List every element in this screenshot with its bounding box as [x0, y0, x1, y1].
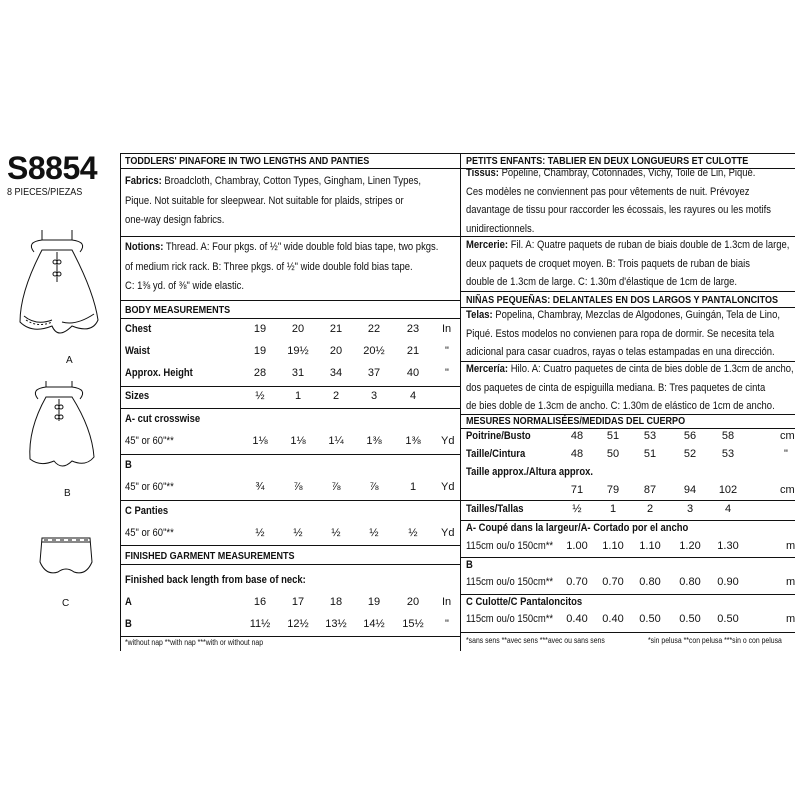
- metric-title: MESURES NORMALISÉES/MEDIDAS DEL CUERPO: [466, 415, 686, 427]
- fr-footnote: *sans sens **avec sens ***avec ou sans sens: [466, 636, 605, 645]
- rule: [120, 500, 460, 501]
- panties-c-illustration: [36, 532, 96, 587]
- rule: [120, 408, 460, 409]
- rule: [460, 520, 795, 521]
- rule: [120, 636, 460, 637]
- fr-notions: Mercerie: Fil. A: Quatre paquets de ruban de biais double de 1.3cm de large, deux paquets de croquet moyen. B: Trois paquets de ruban de biais double de 1.3cm de large. C: 1.30m d'élastique de 1cm de large.: [466, 239, 790, 288]
- rule: [460, 632, 795, 633]
- rule: [460, 594, 795, 595]
- es-notions: Mercería: Hilo. A: Cuatro paquetes de cinta de bies doble de 1.3cm de ancho, dos paquetes de cinta de espiguilla mediana. B: Tres paquetes de cinta de bies doble de 1.3cm de ancho. C: 1.30m de elástico de 1cm de ancho.: [466, 363, 794, 412]
- figure-label-b: B: [64, 488, 71, 499]
- rule: [460, 291, 795, 292]
- en-notions: Notions: Thread. A: Four pkgs. of ½" wide double fold bias tape, two pkgs. of medium rick rack. B: Three pkgs. of ½" wide double fold bias tape. C: 1⅜ yd. of ⅜" wide elastic.: [125, 241, 439, 293]
- rule: [120, 318, 460, 319]
- en-finished-title: FINISHED GARMENT MEASUREMENTS: [125, 550, 295, 562]
- left-divider: [120, 153, 121, 651]
- rule: [120, 564, 460, 565]
- pinafore-b-illustration: [22, 375, 102, 480]
- figure-label-a: A: [66, 355, 73, 366]
- top-rule: [120, 153, 795, 154]
- en-title: TODDLERS' PINAFORE IN TWO LENGTHS AND PANTIES: [125, 155, 370, 167]
- rule: [120, 168, 460, 169]
- fr-title: PETITS ENFANTS: TABLIER EN DEUX LONGUEURS ET CULOTTE: [466, 155, 749, 167]
- piece-count: 8 PIECES/PIEZAS: [7, 186, 83, 198]
- es-fabrics: Telas: Popelina, Chambray, Mezclas de Algodones, Guingán, Tela de Lino, Piqué. Estos modelos no convienen para ropa de dormir. Se necesita tela adicional para casar cuadros, rayas o telas estampadas en una dirección.: [466, 309, 780, 358]
- figure-label-c: C: [62, 598, 70, 609]
- rule: [120, 236, 460, 237]
- center-divider: [460, 153, 461, 651]
- en-fabrics: Fabrics: Broadcloth, Chambray, Cotton Types, Gingham, Linen Types, Pique. Not suitable for sleepwear. Not suitable for plaids, stripes or one-way design fabrics.: [125, 175, 422, 227]
- pattern-number: S8854: [7, 150, 98, 186]
- rule: [460, 428, 795, 429]
- rule: [120, 386, 460, 387]
- rule: [460, 557, 795, 558]
- es-title: NIÑAS PEQUEÑAS: DELANTALES EN DOS LARGOS Y PANTALONCITOS: [466, 294, 779, 306]
- rule: [120, 454, 460, 455]
- rule: [120, 545, 460, 546]
- es-footnote: *sin pelusa **con pelusa ***sin o con pelusa: [648, 636, 782, 645]
- pinafore-a-illustration: [12, 222, 112, 357]
- fr-fabrics: Tissus: Popeline, Chambray, Cotonnades, Vichy, Toile de Lin, Piqué. Ces modèles ne conviennent pas pour vêtements de nuit. Prévoyez davantage de tissu pour raccorder les écossais, les rayures ou les motifs unidirectionnels.: [466, 167, 771, 235]
- rule: [460, 500, 795, 501]
- en-footnote: *without nap **with nap ***with or without nap: [125, 638, 264, 647]
- en-body-title: BODY MEASUREMENTS: [125, 304, 231, 316]
- rule: [120, 300, 460, 301]
